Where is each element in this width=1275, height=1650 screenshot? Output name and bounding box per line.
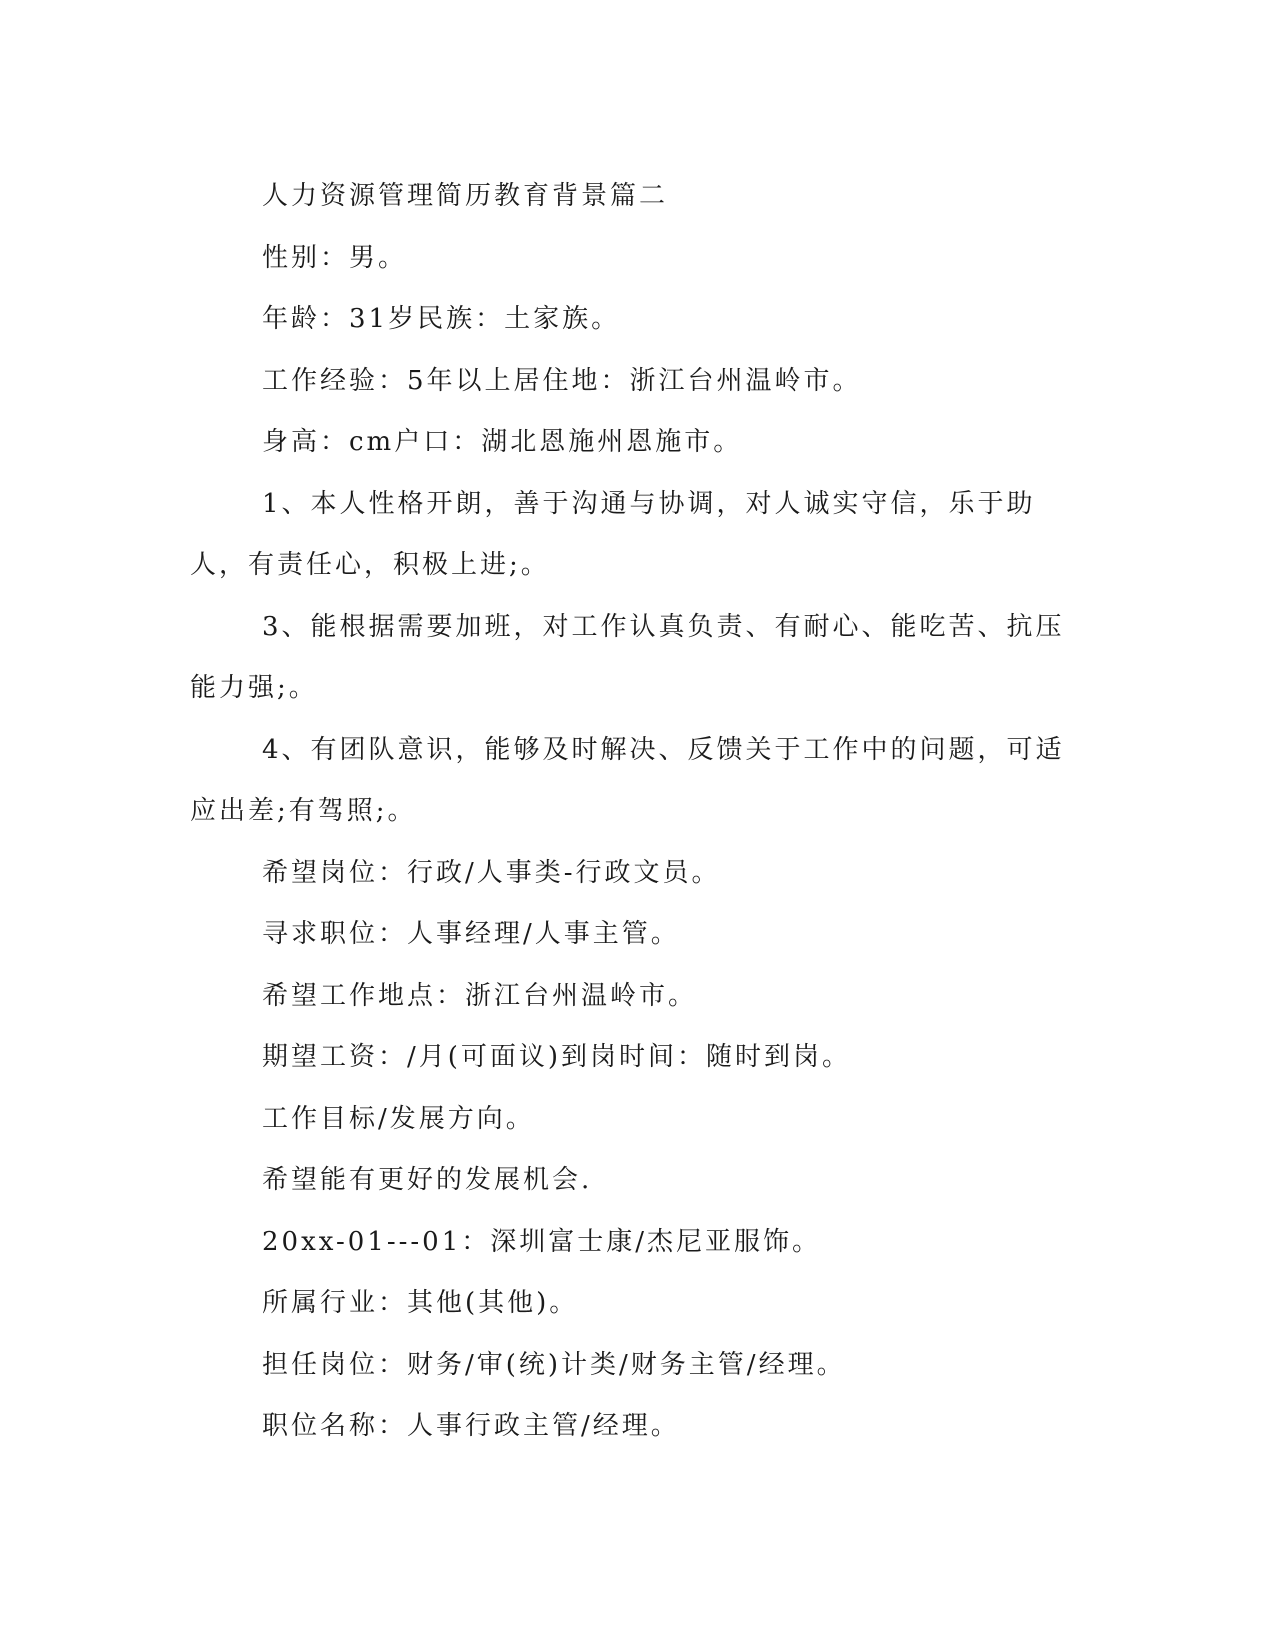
age-ethnicity-line: 年龄：31岁民族：土家族。 (262, 304, 621, 334)
self-evaluation-item-1: 1、本人性格开朗，善于沟通与协调，对人诚实守信，乐于助人，有责任心，积极上进;。 (190, 488, 1036, 580)
industry-line: 所属行业：其他(其他)。 (262, 1288, 579, 1318)
experience-residence-line: 工作经验：5年以上居住地：浙江台州温岭市。 (262, 365, 862, 396)
self-evaluation-item-4: 4、有团队意识，能够及时解决、反馈关于工作中的问题，可适应出差;有驾照;。 (190, 734, 1065, 826)
document-body (190, 166, 1070, 1458)
height-hukou-line: 身高：cm户口：湖北恩施州恩施市。 (262, 427, 743, 457)
work-history-line: 20xx-01---01：深圳富士康/杰尼亚服饰。 (262, 1226, 822, 1257)
document-title: 人力资源管理简历教育背景篇二 (262, 181, 669, 211)
career-goal-text: 希望能有更好的发展机会. (262, 1165, 593, 1195)
sought-position-line: 寻求职位：人事经理/人事主管。 (262, 919, 680, 949)
career-goal-heading: 工作目标/发展方向。 (262, 1103, 535, 1134)
self-evaluation-item-3: 3、能根据需要加班，对工作认真负责、有耐心、能吃苦、抗压能力强;。 (190, 611, 1065, 703)
expected-salary-line: 期望工资：/月(可面议)到岗时间：随时到岗。 (262, 1042, 852, 1072)
desired-location-line: 希望工作地点：浙江台州温岭市。 (262, 980, 698, 1011)
gender-line: 性别：男。 (262, 242, 408, 273)
held-position-line: 担任岗位：财务/审(统)计类/财务主管/经理。 (262, 1349, 846, 1380)
desired-position-line: 希望岗位：行政/人事类-行政文员。 (262, 857, 721, 888)
job-title-line: 职位名称：人事行政主管/经理。 (262, 1411, 680, 1441)
